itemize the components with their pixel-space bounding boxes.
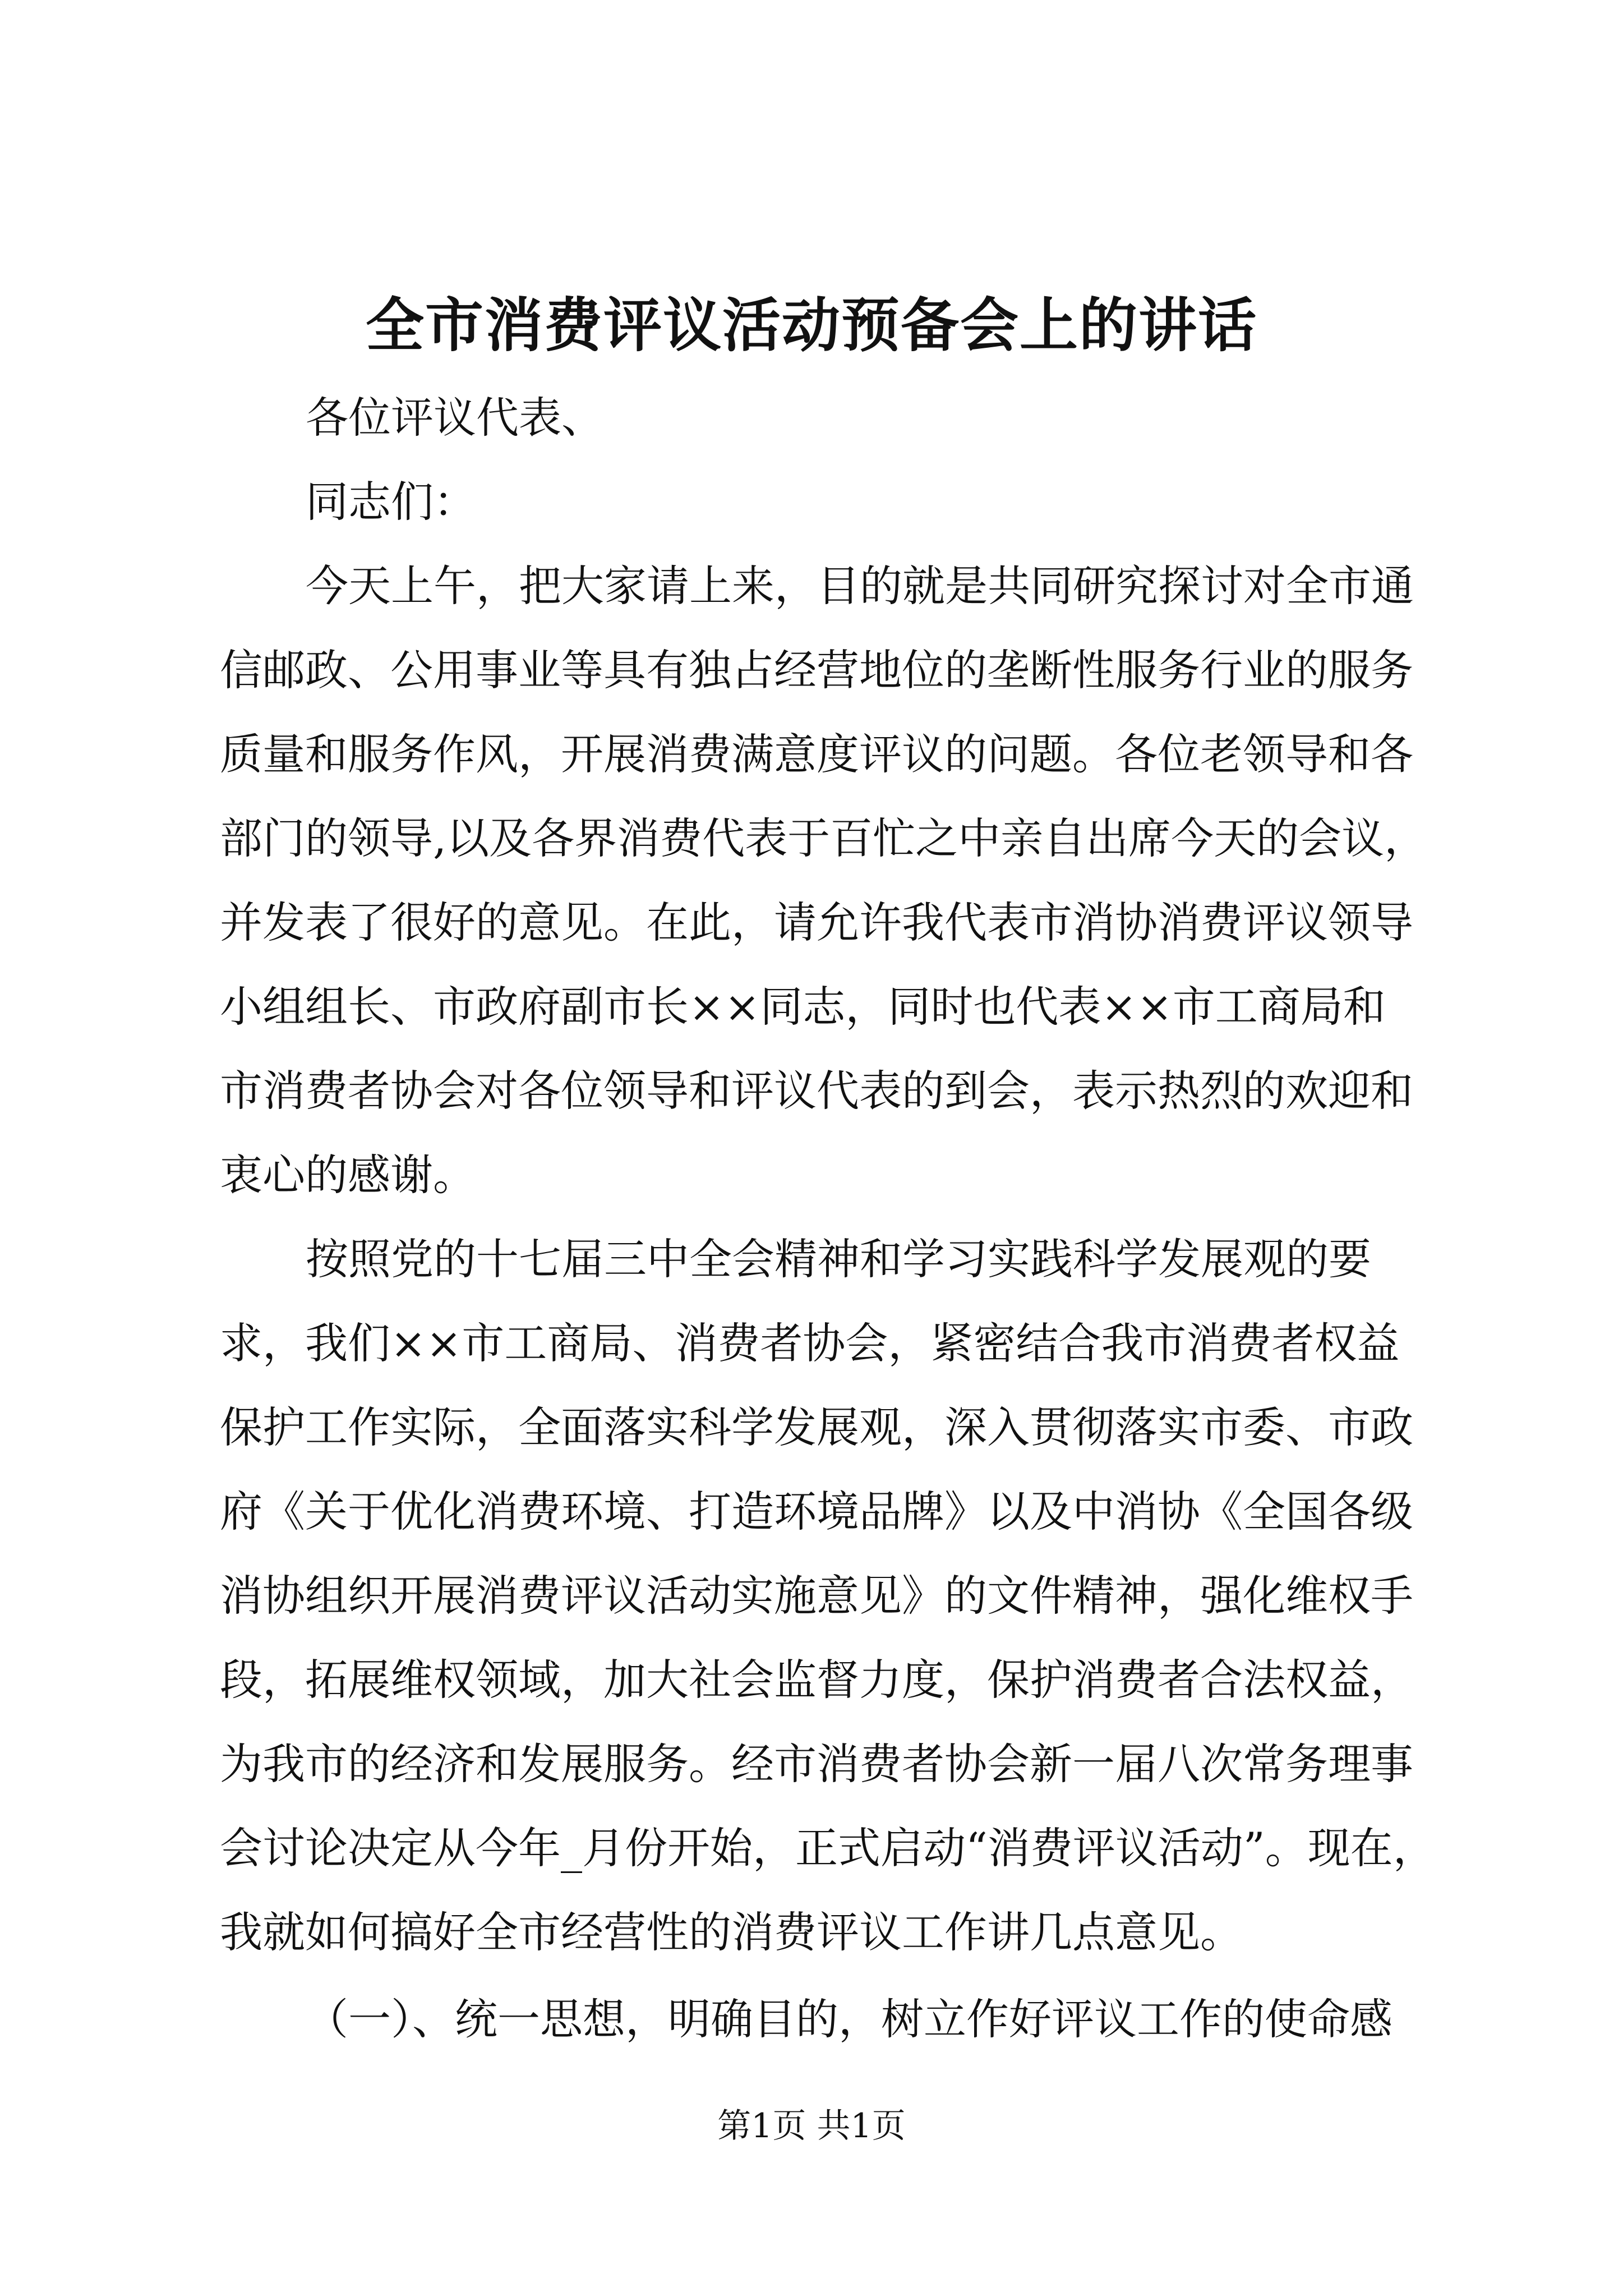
page-footer: 第1页 共1页 <box>717 2106 906 2146</box>
paragraph-1-line-1: 今天上午，把大家请上来，目的就是共同研究探讨对全市通 <box>306 561 1414 611</box>
paragraph-1-line-2: 信邮政、公用事业等具有独占经营地位的垄断性服务行业的服务 <box>220 645 1413 695</box>
paragraph-1-line-8: 衷心的感谢。 <box>220 1150 476 1200</box>
salutation-line-2: 同志们： <box>306 477 476 527</box>
section-heading-1: （一）、统一思想，明确目的，树立作好评议工作的使命感 <box>306 1994 1393 2044</box>
paragraph-2-line-6: 段，拓展维权领域，加大社会监督力度，保护消费者合法权益， <box>220 1655 1413 1705</box>
paragraph-2-line-9: 我就如何搞好全市经营性的消费评议工作讲几点意见。 <box>220 1907 1243 1957</box>
paragraph-2-line-8: 会讨论决定从今年_月份开始，正式启动“消费评议活动”。现在， <box>220 1823 1436 1873</box>
paragraph-2-line-4: 府《关于优化消费环境、打造环境品牌》以及中消协《全国各级 <box>220 1487 1413 1536</box>
document-title: 全市消费评议活动预备会上的讲话 <box>365 291 1257 360</box>
paragraph-2-line-5: 消协组织开展消费评议活动实施意见》的文件精神，强化维权手 <box>220 1571 1413 1621</box>
paragraph-2-line-7: 为我市的经济和发展服务。经市消费者协会新一届八次常务理事 <box>220 1739 1413 1789</box>
paragraph-1-line-7: 市消费者协会对各位领导和评议代表的到会，表示热烈的欢迎和 <box>220 1066 1413 1116</box>
paragraph-2-line-1: 按照党的十七届三中全会精神和学习实践科学发展观的要 <box>306 1234 1371 1284</box>
paragraph-2-line-2: 求，我们××市工商局、消费者协会，紧密结合我市消费者权益 <box>220 1318 1400 1368</box>
paragraph-2-line-3: 保护工作实际，全面落实科学发展观，深入贯彻落实市委、市政 <box>220 1402 1413 1452</box>
paragraph-1-line-4: 部门的领导,以及各界消费代表于百忙之中亲自出席今天的会议， <box>220 813 1427 863</box>
paragraph-1-line-5: 并发表了很好的意见。在此，请允许我代表市消协消费评议领导 <box>220 898 1413 947</box>
paragraph-1-line-6: 小组组长、市政府副市长××同志，同时也代表××市工商局和 <box>220 982 1386 1032</box>
paragraph-1-line-3: 质量和服务作风，开展消费满意度评议的问题。各位老领导和各 <box>220 729 1413 779</box>
salutation-line-1: 各位评议代表、 <box>306 393 604 443</box>
